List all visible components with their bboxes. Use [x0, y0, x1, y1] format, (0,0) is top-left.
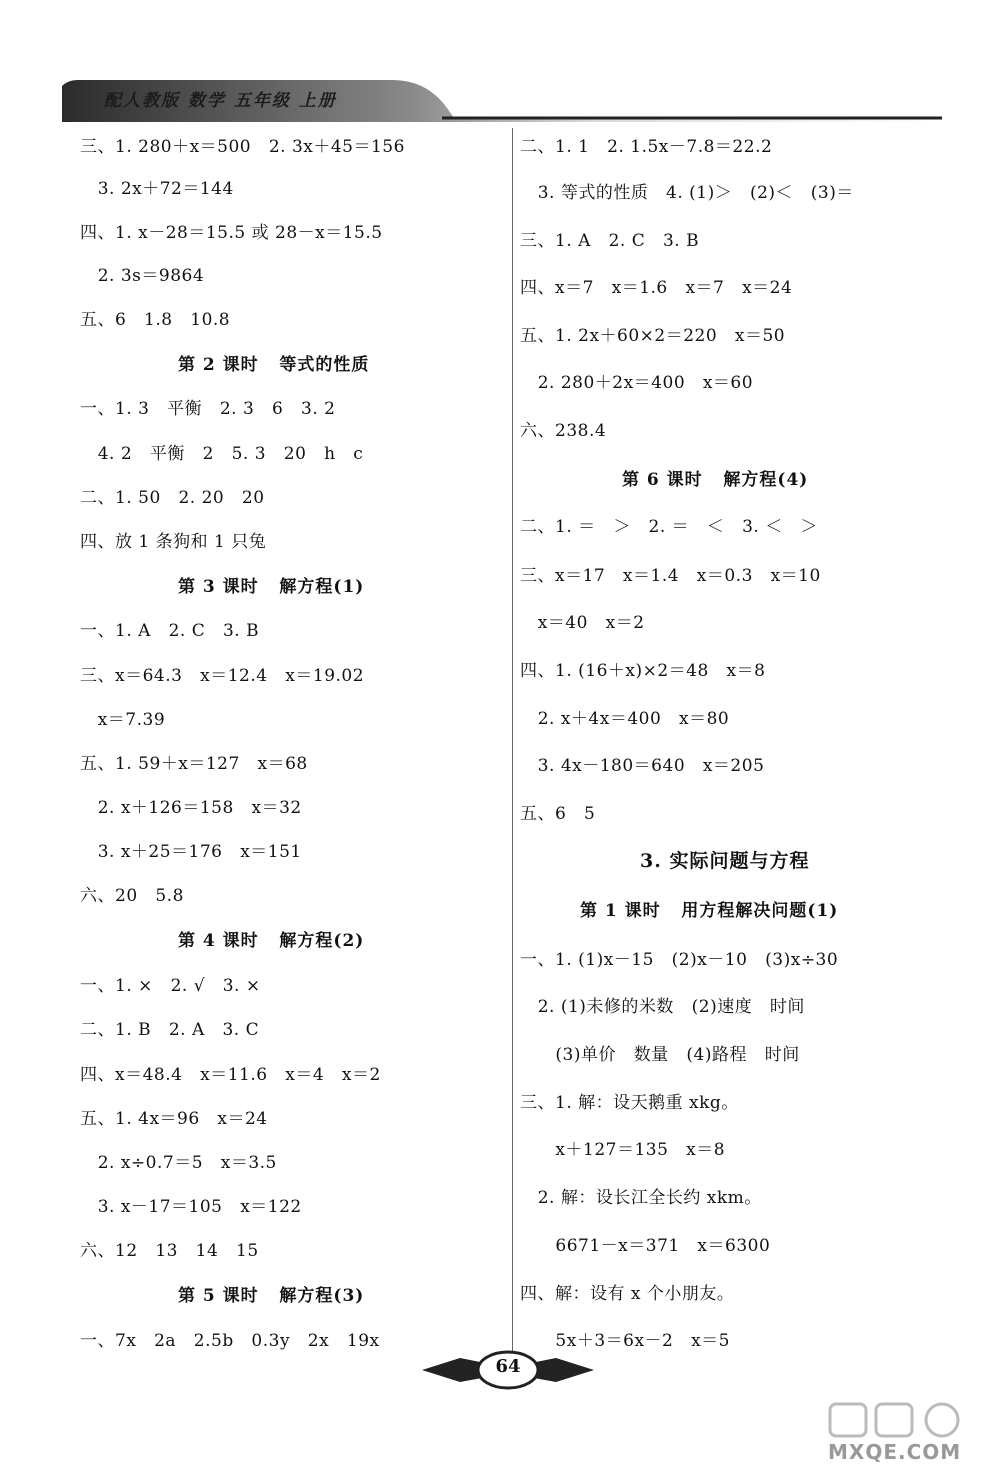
- answer-line: (3)单价 数量 (4)路程 时间: [520, 1045, 800, 1065]
- answer-line: 二、1. ＝ ＞ 2. ＝ ＜ 3. ＜ ＞: [520, 517, 818, 537]
- answer-line: x＋127＝135 x＝8: [520, 1140, 726, 1160]
- answer-line: 3. x－17＝105 x＝122: [80, 1197, 302, 1217]
- lesson-heading: 第 4 课时 解方程(2): [178, 931, 365, 951]
- answer-line: 五、1. 4x＝96 x＝24: [80, 1109, 268, 1129]
- answer-line: x＝7.39: [80, 710, 166, 730]
- column-divider: [512, 128, 513, 1353]
- answer-line: 一、1. 3 平衡 2. 3 6 3. 2: [80, 399, 336, 419]
- answer-line: 四、x＝48.4 x＝11.6 x＝4 x＝2: [80, 1065, 381, 1085]
- lesson-heading: 第 1 课时 用方程解决问题(1): [580, 901, 839, 921]
- answer-line: 一、1. (1)x－15 (2)x－10 (3)x÷30: [520, 950, 839, 970]
- answer-line: 四、放 1 条狗和 1 只兔: [80, 532, 267, 552]
- lesson-heading: 第 6 课时 解方程(4): [622, 470, 809, 490]
- watermark-text: MXQE.COM: [828, 1440, 962, 1464]
- page-number: 64: [495, 1356, 521, 1377]
- answer-line: 二、1. 50 2. 20 20: [80, 488, 265, 508]
- answer-line: 二、1. 1 2. 1.5x－7.8＝22.2: [520, 137, 773, 157]
- answer-line: 3. 4x－180＝640 x＝205: [520, 756, 765, 776]
- unit-heading: 3. 实际问题与方程: [640, 850, 810, 872]
- answer-line: 三、x＝64.3 x＝12.4 x＝19.02: [80, 666, 365, 686]
- answer-line: 四、x＝7 x＝1.6 x＝7 x＝24: [520, 278, 793, 298]
- answer-line: 五、6 5: [520, 804, 596, 824]
- watermark: [820, 1400, 990, 1466]
- answer-line: 一、1. × 2. √ 3. ×: [80, 976, 261, 996]
- answer-line: 四、解：设有 x 个小朋友。: [520, 1284, 735, 1304]
- answer-line: 一、7x 2a 2.5b 0.3y 2x 19x: [80, 1331, 380, 1351]
- answer-line: 三、1. A 2. C 3. B: [520, 231, 700, 251]
- answer-line: 3. 等式的性质 4. (1)＞ (2)＜ (3)＝: [520, 183, 854, 203]
- answer-stamp-icon: [820, 1400, 990, 1440]
- answer-line: 四、1. (16＋x)×2＝48 x＝8: [520, 661, 766, 681]
- answer-line: 2. 280＋2x＝400 x＝60: [520, 373, 754, 393]
- header-title: 配人教版 数学 五年级 上册: [104, 91, 337, 111]
- answer-line: 2. 3s＝9864: [80, 266, 205, 286]
- answer-line: 五、6 1.8 10.8: [80, 310, 231, 330]
- answer-line: 五、1. 59＋x＝127 x＝68: [80, 754, 308, 774]
- answer-line: x＝40 x＝2: [520, 613, 645, 633]
- answer-line: 四、1. x－28＝15.5 或 28－x＝15.5: [80, 223, 383, 243]
- answer-line: 五、1. 2x＋60×2＝220 x＝50: [520, 326, 786, 346]
- answer-line: 3. 2x＋72＝144: [80, 179, 234, 199]
- answer-line: 三、x＝17 x＝1.4 x＝0.3 x＝10: [520, 566, 821, 586]
- answer-line: 2. x＋4x＝400 x＝80: [520, 709, 730, 729]
- lesson-heading: 第 5 课时 解方程(3): [178, 1286, 365, 1306]
- answer-line: 2. x÷0.7＝5 x＝3.5: [80, 1153, 277, 1173]
- answer-line: 2. x＋126＝158 x＝32: [80, 798, 302, 818]
- answer-line: 六、238.4: [520, 421, 607, 441]
- answer-line: 4. 2 平衡 2 5. 3 20 h c: [80, 444, 364, 464]
- answer-line: 2. 解：设长江全长约 xkm。: [520, 1188, 762, 1208]
- lesson-heading: 第 3 课时 解方程(1): [178, 577, 365, 597]
- answer-line: 三、1. 280＋x＝500 2. 3x＋45＝156: [80, 137, 405, 157]
- answer-line: 5x＋3＝6x－2 x＝5: [520, 1331, 730, 1351]
- answer-line: 3. x＋25＝176 x＝151: [80, 842, 302, 862]
- lesson-heading: 第 2 课时 等式的性质: [178, 355, 370, 375]
- answer-line: 一、1. A 2. C 3. B: [80, 621, 260, 641]
- answer-line: 二、1. B 2. A 3. C: [80, 1020, 260, 1040]
- answer-line: 六、12 13 14 15: [80, 1241, 259, 1261]
- answer-line: 2. (1)未修的米数 (2)速度 时间: [520, 997, 805, 1017]
- answer-line: 六、20 5.8: [80, 886, 184, 906]
- answer-line: 三、1. 解：设天鹅重 xkg。: [520, 1093, 739, 1113]
- answer-line: 6671－x＝371 x＝6300: [520, 1236, 771, 1256]
